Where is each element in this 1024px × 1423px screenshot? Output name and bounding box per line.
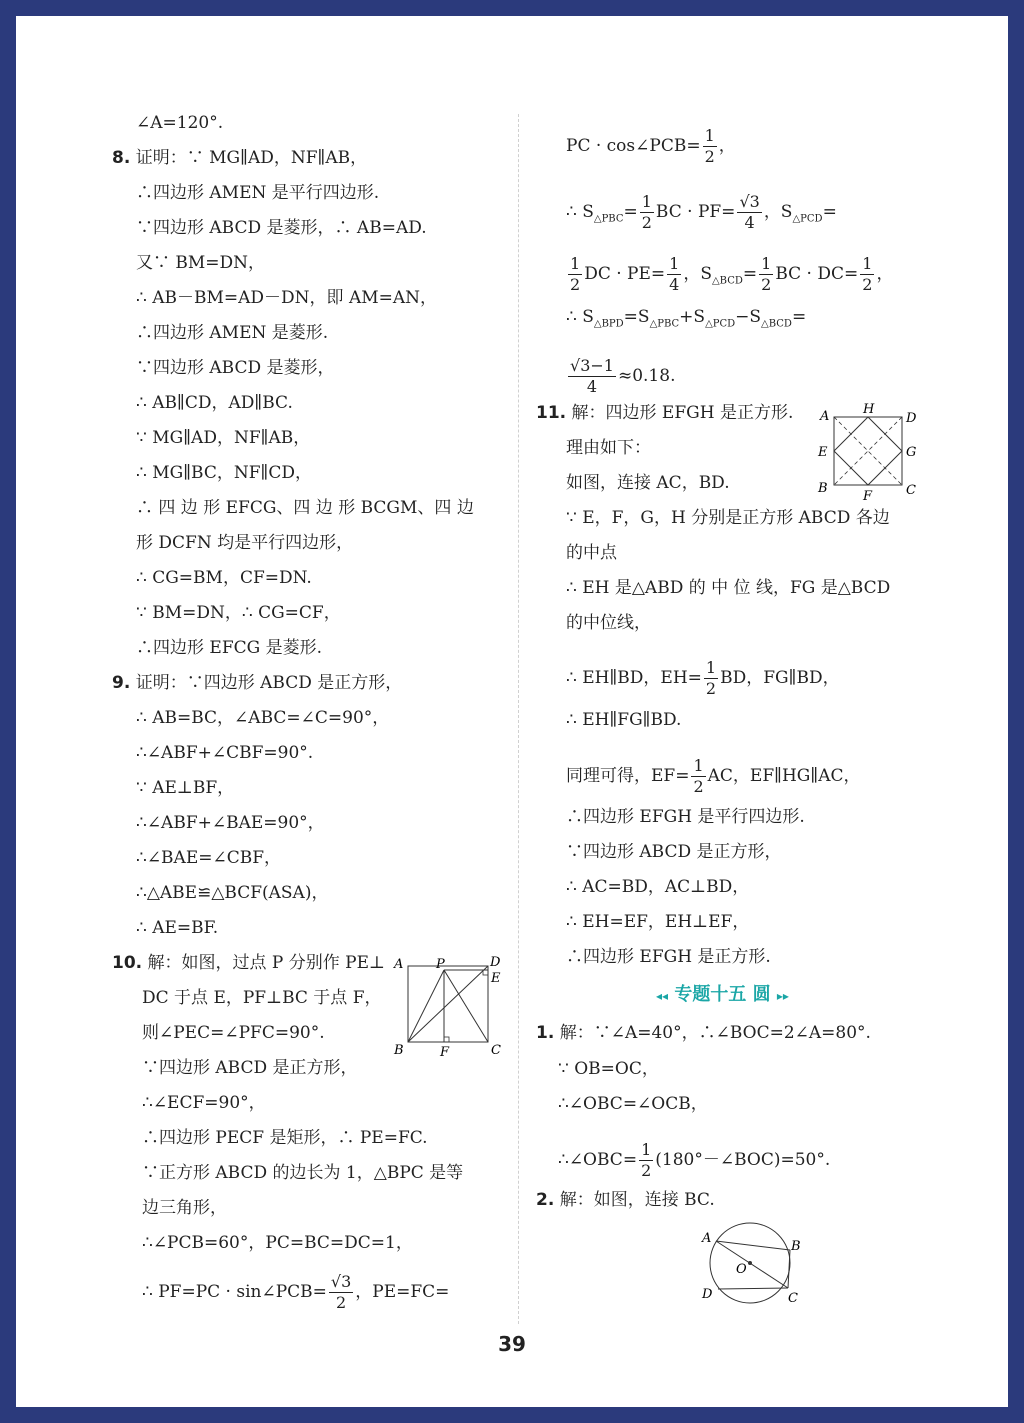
text-line: 解：如图，连接 BC. xyxy=(559,1190,715,1210)
text-line: 证明：∵ MG∥AD，NF∥AB， xyxy=(135,148,368,168)
square-midpoints-figure xyxy=(808,402,918,506)
text-line: 的中点 xyxy=(566,543,617,563)
right-arrow-icon: ▸▸ xyxy=(776,989,789,1003)
text-line: ∴四边形 EFGH 是平行四边形. xyxy=(566,807,805,827)
text-line: 解：四边形 EFGH 是正方形. xyxy=(571,403,794,423)
text-line: ∴ AC=BD，AC⊥BD， xyxy=(566,877,750,897)
text: ∴ PF=PC · sin∠PCB= xyxy=(142,1282,327,1302)
problem-number: 9. xyxy=(112,673,131,693)
problem-number: 10. xyxy=(112,953,143,973)
subscript: △PCD xyxy=(705,318,736,330)
text: ， xyxy=(718,136,736,156)
text: = xyxy=(623,202,638,222)
numerator: √3−1 xyxy=(570,356,614,375)
text: ∴∠OBC= xyxy=(558,1150,638,1170)
denominator: 2 xyxy=(641,213,652,232)
text-line: ∵ AE⊥BF， xyxy=(136,778,235,798)
label-o: O xyxy=(736,1262,747,1277)
fraction xyxy=(703,126,717,167)
text-line: ∴∠ABF+∠CBF=90°. xyxy=(136,743,314,763)
text-line: ∵ BM=DN，∴ CG=CF， xyxy=(136,603,341,623)
text-line: 边三角形， xyxy=(142,1198,227,1218)
subscript: △PBC xyxy=(649,318,680,330)
text: =S xyxy=(623,307,650,327)
denominator: 2 xyxy=(704,147,715,166)
text: BD，FG∥BD， xyxy=(720,668,840,688)
label-b: B xyxy=(394,1043,404,1058)
numerator: 1 xyxy=(761,254,772,273)
problem-1 xyxy=(536,1022,871,1044)
text-line: ∴ EH∥FG∥BD. xyxy=(566,710,682,730)
text-line: ∴△ABE≌△BCF(ASA)， xyxy=(136,883,329,903)
text-line: ∴ EH=EF，EH⊥EF， xyxy=(566,912,750,932)
text: ∴ S xyxy=(566,202,594,222)
fraction xyxy=(704,658,718,699)
label-p: P xyxy=(436,957,445,972)
text: ∴ S xyxy=(566,307,594,327)
formula-line xyxy=(558,1140,830,1181)
left-arrow-icon: ◂◂ xyxy=(656,989,669,1003)
text-line: ∵四边形 ABCD 是正方形， xyxy=(566,842,782,862)
text: PC · cos∠PCB= xyxy=(566,136,701,156)
numerator: √3 xyxy=(739,192,760,211)
numerator: 1 xyxy=(704,126,715,145)
subscript: △BCD xyxy=(711,275,743,287)
circle-figure xyxy=(690,1218,810,1310)
formula-line xyxy=(566,306,806,335)
text: (180°－∠BOC)=50°. xyxy=(655,1150,831,1170)
text: = xyxy=(791,307,807,327)
label-c: C xyxy=(906,483,916,498)
problem-number: 1. xyxy=(536,1023,555,1043)
label-b: B xyxy=(818,481,828,496)
text-line: 则∠PEC=∠PFC=90°. xyxy=(142,1023,325,1043)
text-line: 形 DCFN 均是平行四边形， xyxy=(136,533,354,553)
fraction xyxy=(639,1140,653,1181)
text-line: ∴四边形 EFCG 是菱形. xyxy=(136,638,323,658)
fraction xyxy=(737,192,761,233)
text-line: ∵ OB=OC， xyxy=(558,1059,659,1079)
text-line: ∴ EH 是△ABD 的 中 位 线，FG 是△BCD xyxy=(566,578,891,598)
text: −S xyxy=(735,307,762,327)
text-line: DC 于点 E，PF⊥BC 于点 F， xyxy=(142,988,382,1008)
page-number: 39 xyxy=(498,1332,526,1356)
numerator: √3 xyxy=(330,1272,352,1291)
denominator: 2 xyxy=(761,275,772,294)
numerator: 1 xyxy=(641,1140,652,1159)
text: BC · DC= xyxy=(775,264,859,284)
text: DC · PE= xyxy=(584,264,666,284)
text-line: ∴四边形 EFGH 是正方形. xyxy=(566,947,771,967)
subscript: △PCD xyxy=(792,213,823,225)
label-c: C xyxy=(491,1043,501,1058)
text-line: ∴四边形 AMEN 是菱形. xyxy=(136,323,329,343)
text-line: ∵四边形 ABCD 是菱形， xyxy=(136,358,335,378)
subscript: △BCD xyxy=(761,318,792,330)
text-line: ∠A=120°. xyxy=(136,113,224,133)
text: BC · PF= xyxy=(655,202,736,222)
numerator: 1 xyxy=(669,254,680,273)
text: ， xyxy=(876,264,894,284)
numerator: 1 xyxy=(862,254,873,273)
fraction xyxy=(759,254,773,295)
fraction xyxy=(860,254,874,295)
formula-line xyxy=(566,658,840,699)
label-a: A xyxy=(820,409,830,424)
text-line: 如图，连接 AC，BD. xyxy=(566,473,730,493)
subscript: △PBC xyxy=(593,213,624,225)
text-line: ∵正方形 ABCD 的边长为 1，△BPC 是等 xyxy=(142,1163,464,1183)
text-line: 的中位线， xyxy=(566,613,651,633)
problem-8 xyxy=(112,147,367,169)
label-c: C xyxy=(788,1291,798,1306)
text-line: ∴∠ABF+∠BAE=90°， xyxy=(136,813,325,833)
denominator: 2 xyxy=(862,275,873,294)
numerator: 1 xyxy=(705,658,717,677)
label-e: E xyxy=(491,971,501,986)
formula-line xyxy=(566,254,893,295)
text-line: 解：∵∠A=40°，∴∠BOC=2∠A=80°. xyxy=(559,1023,871,1043)
label-d: D xyxy=(906,411,917,426)
text-line: ∵四边形 ABCD 是菱形，∴ AB=AD. xyxy=(136,218,427,238)
text: = xyxy=(822,202,837,222)
label-a: A xyxy=(702,1231,712,1246)
text-line: ∴四边形 AMEN 是平行四边形. xyxy=(136,183,380,203)
text-line: ∴ AE=BF. xyxy=(136,918,219,938)
numerator: 1 xyxy=(693,756,704,775)
square-triangle-figure xyxy=(392,954,510,1058)
text: 同理可得，EF= xyxy=(566,766,690,786)
page xyxy=(16,16,1008,1407)
text-line: ∴ 四 边 形 EFCG、四 边 形 BCGM、四 边 xyxy=(136,498,474,518)
text-line: ∴∠PCB=60°，PC=BC=DC=1， xyxy=(142,1233,413,1253)
denominator: 2 xyxy=(336,1293,347,1312)
problem-number: 8. xyxy=(112,148,131,168)
label-a: A xyxy=(394,957,404,972)
text: ，PE=FC= xyxy=(355,1282,450,1302)
problem-number: 2. xyxy=(536,1190,555,1210)
text-line: ∴∠ECF=90°， xyxy=(142,1093,266,1113)
problem-9 xyxy=(112,672,402,694)
section-title xyxy=(656,980,789,1006)
text: ≈0.18. xyxy=(617,366,676,386)
text: AC，EF∥HG∥AC， xyxy=(707,766,861,786)
text-line: 证明：∵四边形 ABCD 是正方形， xyxy=(135,673,403,693)
label-g: G xyxy=(906,445,917,460)
problem-2 xyxy=(536,1189,715,1211)
section-title-text: 专题十五 圆 xyxy=(674,984,771,1005)
formula-line xyxy=(566,126,736,167)
text-line: ∴ AB－BM=AD－DN，即 AM=AN， xyxy=(136,288,438,308)
problem-11 xyxy=(536,402,793,424)
text-line: ∴ CG=BM，CF=DN. xyxy=(136,568,312,588)
label-e: E xyxy=(818,445,828,460)
denominator: 4 xyxy=(669,275,680,294)
text-line: ∴ AB=BC，∠ABC=∠C=90°， xyxy=(136,708,390,728)
problem-10 xyxy=(112,952,385,974)
label-d: D xyxy=(490,955,501,970)
text-line: 理由如下： xyxy=(566,438,651,458)
text-line: ∴∠BAE=∠CBF， xyxy=(136,848,282,868)
denominator: 2 xyxy=(570,275,581,294)
denominator: 2 xyxy=(705,679,717,698)
text: ，S xyxy=(763,202,793,222)
denominator: 4 xyxy=(744,213,755,232)
label-d: D xyxy=(702,1287,713,1302)
fraction xyxy=(667,254,681,295)
text-line: ∴ AB∥CD，AD∥BC. xyxy=(136,393,293,413)
denominator: 4 xyxy=(586,377,598,396)
fraction xyxy=(329,1272,353,1313)
text: +S xyxy=(679,307,706,327)
text: ∴ EH∥BD，EH= xyxy=(566,668,702,688)
formula-line xyxy=(142,1272,449,1313)
text-line: ∵ E，F，G，H 分别是正方形 ABCD 各边 xyxy=(566,508,890,528)
text-line: ∴ MG∥BC，NF∥CD， xyxy=(136,463,313,483)
label-h: H xyxy=(863,402,875,417)
fraction xyxy=(568,254,582,295)
numerator: 1 xyxy=(570,254,581,273)
text: = xyxy=(742,264,758,284)
label-f: F xyxy=(440,1045,450,1058)
problem-number: 11. xyxy=(536,403,567,423)
text-line: 解：如图，过点 P 分别作 PE⊥ xyxy=(147,953,386,973)
label-b: B xyxy=(791,1239,801,1254)
numerator: 1 xyxy=(641,192,652,211)
fraction xyxy=(568,356,616,397)
text: ，S xyxy=(683,264,712,284)
formula-line xyxy=(566,756,861,797)
text-line: ∴四边形 PECF 是矩形，∴ PE=FC. xyxy=(142,1128,428,1148)
denominator: 2 xyxy=(693,777,704,796)
subscript: △BPD xyxy=(593,318,624,330)
text-line: ∴∠OBC=∠OCB， xyxy=(558,1094,708,1114)
column-divider xyxy=(518,114,519,1324)
text-line: 又∵ BM=DN， xyxy=(136,253,266,273)
label-f: F xyxy=(863,489,873,504)
formula-line xyxy=(566,192,837,233)
text-line: ∵四边形 ABCD 是正方形， xyxy=(142,1058,358,1078)
formula-line xyxy=(566,356,675,397)
fraction xyxy=(691,756,705,797)
fraction xyxy=(640,192,654,233)
text-line: ∵ MG∥AD，NF∥AB， xyxy=(136,428,311,448)
denominator: 2 xyxy=(641,1161,652,1180)
